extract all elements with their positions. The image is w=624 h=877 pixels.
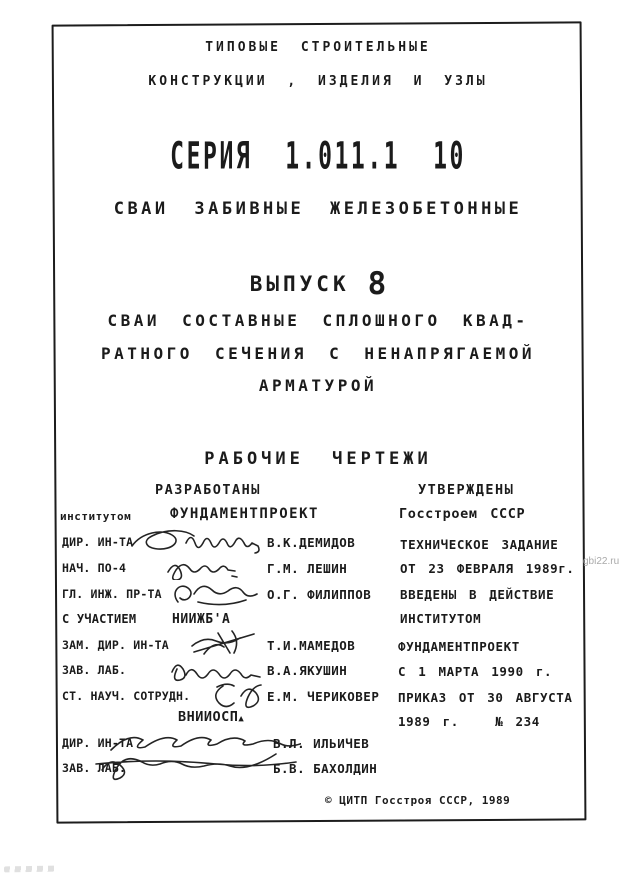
header-line-2: КОНСТРУКЦИИ , ИЗДЕЛИЯ И УЗЛЫ bbox=[148, 74, 488, 89]
approved-line: Госстроем СССР bbox=[399, 506, 526, 522]
person-name: Б.В. БАХОЛДИН bbox=[273, 761, 378, 776]
site-watermark: gbi22.ru bbox=[583, 556, 620, 567]
series-number-text: СЕРИЯ 1.011.1 10 bbox=[170, 134, 466, 179]
person-name: О.Г. ФИЛИППОВ bbox=[267, 587, 372, 602]
approved-line: 1989 г. № 234 bbox=[398, 714, 540, 729]
signature-filippov-icon bbox=[168, 578, 264, 608]
signature-demidov-icon bbox=[128, 526, 264, 556]
copyright-notice: © ЦИТП Госстроя СССР, 1989 bbox=[325, 794, 511, 807]
developed-org-prefix: институтом bbox=[60, 510, 132, 523]
role-label: ЗАВ. ЛАБ. bbox=[62, 663, 127, 677]
header-line-1: ТИПОВЫЕ СТРОИТЕЛЬНЫЕ bbox=[205, 40, 431, 55]
person-name: Е.М. ЧЕРИКОВЕР bbox=[267, 689, 380, 704]
person-name: Т.И.МАМЕДОВ bbox=[267, 638, 356, 653]
role-label: ДИР. ИН-ТА bbox=[62, 535, 134, 549]
approved-line: ИНСТИТУТОМ bbox=[400, 611, 482, 626]
signature-bakholdin-icon bbox=[88, 750, 304, 784]
document-title: СВАИ ЗАБИВНЫЕ ЖЕЛЕЗОБЕТОННЫЕ bbox=[113, 199, 523, 219]
approved-line: С 1 МАРТА 1990 г. bbox=[398, 664, 553, 679]
developed-heading: РАЗРАБОТАНЫ bbox=[155, 482, 261, 498]
approved-line: ФУНДАМЕНТПРОЕКТ bbox=[398, 639, 520, 654]
issue-number: 8 bbox=[367, 266, 387, 302]
approved-heading: УТВЕРЖДЕНЫ bbox=[418, 482, 515, 498]
person-name: В.А.ЯКУШИН bbox=[267, 663, 348, 678]
scan-smudge bbox=[4, 866, 56, 873]
vniiosp-label: ВНИИОСП bbox=[178, 709, 239, 725]
signature-row bbox=[60, 535, 400, 555]
approved-line: ТЕХНИЧЕСКОЕ ЗАДАНИЕ bbox=[400, 537, 559, 552]
developed-org-name: ФУНДАМЕНТПРОЕКТ bbox=[170, 506, 319, 522]
approved-line: ВВЕДЕНЫ В ДЕЙСТВИЕ bbox=[400, 587, 555, 602]
role-label: НАЧ. ПО-4 bbox=[62, 561, 127, 575]
signature-row bbox=[60, 761, 400, 781]
drawings-heading: РАБОЧИЕ ЧЕРТЕЖИ bbox=[204, 449, 432, 469]
person-name: В.К.ДЕМИДОВ bbox=[267, 535, 356, 550]
subtitle-line-2: РАТНОГО СЕЧЕНИЯ С НЕНАПРЯГАЕМОЙ bbox=[100, 344, 536, 363]
participation-label: С УЧАСТИЕМ bbox=[62, 612, 137, 626]
subtitle-line-1: СВАИ СОСТАВНЫЕ СПЛОШНОГО КВАД- bbox=[107, 311, 529, 330]
person-name: В.Л. ИЛЬИЧЕВ bbox=[273, 736, 370, 751]
approved-line: ПРИКАЗ ОТ 30 АВГУСТА bbox=[398, 690, 573, 705]
role-label: ЗАМ. ДИР. ИН-ТА bbox=[62, 638, 169, 652]
signature-row bbox=[60, 587, 400, 607]
triangle-mark-icon: ▲ bbox=[238, 714, 245, 724]
approved-line: ОТ 23 ФЕВРАЛЯ 1989г. bbox=[400, 561, 575, 576]
person-name: Г.М. ЛЕШИН bbox=[267, 561, 348, 576]
participation-org: НИИЖБ'А bbox=[172, 612, 231, 627]
subtitle-line-3: АРМАТУРОЙ bbox=[258, 376, 378, 395]
role-label: ДИР. ИН-ТА bbox=[62, 736, 134, 750]
series-number bbox=[54, 136, 582, 177]
issue-label: ВЫПУСК bbox=[249, 272, 350, 296]
role-label: ЗАВ. ЛАБ. bbox=[62, 761, 127, 775]
signature-leshin-icon bbox=[162, 554, 244, 580]
issue-line bbox=[54, 266, 582, 302]
signature-cherikover-icon bbox=[207, 680, 265, 710]
role-label: ГЛ. ИНЖ. ПР-ТА bbox=[62, 587, 162, 601]
role-label: СТ. НАУЧ. СОТРУДН. bbox=[62, 689, 191, 703]
signature-row bbox=[60, 689, 400, 709]
